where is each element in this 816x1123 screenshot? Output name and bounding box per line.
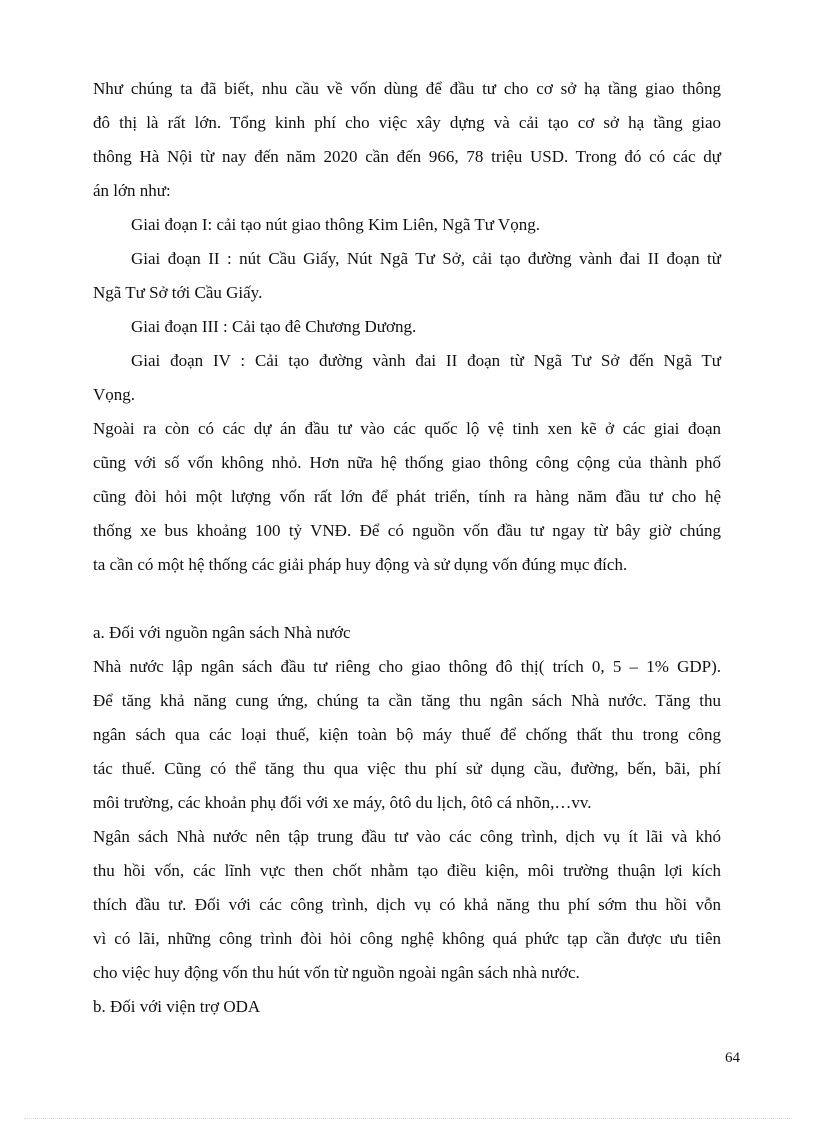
text-line: môi trường, các khoản phụ đối với xe máy, ôtô du lịch, ôtô cá nhõn,…vv. [93, 793, 592, 812]
stage-2-cont: Ngã Tư Sở tới Cầu Giấy. [93, 283, 263, 302]
document-body [93, 72, 721, 1024]
text-line: cho việc huy động vốn thu hút vốn từ nguồn ngoài ngân sách nhà nước. [93, 963, 580, 982]
text-line: Ngoài ra còn có các dự án đầu tư vào các quốc lộ vệ tinh xen kẽ ở các giai đoạn [93, 419, 721, 438]
intro-paragraph [93, 72, 721, 208]
budget-priority-paragraph [93, 820, 721, 990]
text-line: cũng đòi hỏi một lượng vốn rất lớn để phát triển, tính ra hàng năm đầu tư cho hệ [93, 487, 721, 506]
stage-4: Giai đoạn IV : Cải tạo đường vành đai II đoạn từ Ngã Tư Sở đến Ngã Tư [131, 351, 721, 370]
text-line: đô thị là rất lớn. Tổng kinh phí cho việc xây dựng và cải tạo cơ sở hạ tầng giao [93, 113, 721, 132]
text-line: thông Hà Nội từ nay đến năm 2020 cần đến 966, 78 triệu USD. Trong đó có các dự [93, 147, 721, 166]
page-bottom-divider [24, 1118, 792, 1119]
stage-1: Giai đoạn I: cải tạo nút giao thông Kim Liên, Ngã Tư Vọng. [131, 215, 540, 234]
projects-paragraph [93, 412, 721, 582]
text-line: thu hồi vốn, các lĩnh vực then chốt nhằm tạo điều kiện, môi trường thuận lợi kích [93, 861, 721, 880]
stage-4-cont: Vọng. [93, 385, 136, 404]
text-line: thống xe bus khoảng 100 tỷ VNĐ. Để có nguồn vốn đầu tư ngay từ bây giờ chúng [93, 521, 721, 540]
stage-2: Giai đoạn II : nút Cầu Giấy, Nút Ngã Tư Sở, cải tạo đường vành đai II đoạn từ [131, 249, 721, 268]
text-line: tác thuế. Cũng có thể tăng thu qua việc thu phí sử dụng cầu, đường, bến, bãi, phí [93, 759, 721, 778]
text-line: Nhà nước lập ngân sách đầu tư riêng cho giao thông đô thị( trích 0, 5 – 1% GDP). [93, 657, 721, 676]
text-line: vì có lãi, những công trình đòi hỏi công nghệ không quá phức tạp cần được ưu tiên [93, 929, 721, 948]
text-line: ngân sách qua các loại thuế, kiện toàn bộ máy thuế để chống thất thu trong công [93, 725, 721, 744]
section-heading-b: b. Đối với viện trợ ODA [93, 997, 261, 1016]
stage-list [93, 208, 721, 412]
text-line: ta cần có một hệ thống các giải pháp huy động và sử dụng vốn đúng mục đích. [93, 555, 628, 574]
text-line: Để tăng khả năng cung ứng, chúng ta cần tăng thu ngân sách Nhà nước. Tăng thu [93, 691, 721, 710]
text-line: Như chúng ta đã biết, nhu cầu về vốn dùng để đầu tư cho cơ sở hạ tầng giao thông [93, 79, 721, 98]
page-number: 64 [725, 1050, 740, 1066]
text-line: án lớn như: [93, 181, 171, 200]
stage-3: Giai đoạn III : Cải tạo đê Chương Dương. [131, 317, 417, 336]
text-line: cũng với số vốn không nhỏ. Hơn nữa hệ thống giao thông công cộng của thành phố [93, 453, 721, 472]
text-line: Ngân sách Nhà nước nên tập trung đầu tư vào các công trình, dịch vụ ít lãi và khó [93, 827, 721, 846]
section-heading-a: a. Đối với nguồn ngân sách Nhà nước [93, 623, 351, 642]
paragraph-gap [93, 582, 721, 616]
state-budget-paragraph [93, 650, 721, 820]
text-line: thích đầu tư. Đối với các công trình, dịch vụ có khả năng thu phí sớm thu hồi vỗn [93, 895, 721, 914]
